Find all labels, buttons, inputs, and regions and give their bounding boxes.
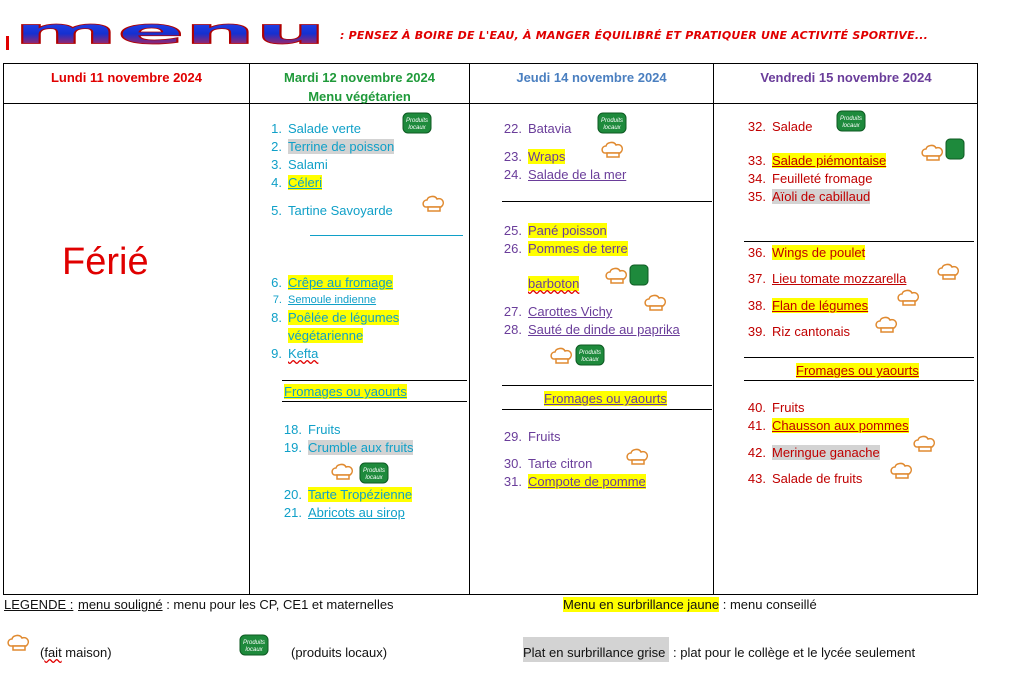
menu-item: 24. Salade de la mer	[503, 167, 627, 182]
menu-item: 20. Tarte Tropézienne	[283, 487, 413, 502]
menu-item: 36. Wings de poulet	[747, 245, 866, 260]
chef-hat-icon	[643, 293, 669, 313]
legend-yellow: Menu en surbrillance jaune : menu conseillé	[563, 597, 817, 612]
chef-hat-icon	[421, 194, 447, 214]
day-title: Lundi 11 novembre 2024	[50, 70, 202, 85]
separator	[502, 409, 712, 410]
chef-hat-icon	[330, 462, 356, 482]
menu-item: 35. Aïoli de cabillaud	[747, 189, 871, 204]
menu-item: 29. Fruits	[503, 429, 561, 444]
column-thursday	[470, 64, 714, 594]
menu-item: 25. Pané poisson	[503, 223, 607, 238]
separator	[502, 385, 712, 386]
menu-item: 8. Poêlée de légumes	[271, 310, 400, 325]
menu-item: 18. Fruits	[283, 422, 341, 437]
svg-text:locaux: locaux	[408, 125, 426, 131]
chef-hat-icon	[889, 461, 915, 481]
legend-underlined: menu souligné : menu pour les CP, CE1 et maternelles	[78, 597, 394, 612]
chef-hat-icon	[936, 262, 962, 282]
menu-item: 28. Sauté de dinde au paprika	[503, 322, 680, 337]
produits-locaux-icon	[596, 110, 628, 136]
tagline: : PENSEZ À BOIRE DE L'EAU, À MANGER ÉQUILIBRÉ ET PRATIQUER UNE ACTIVITÉ SPORTIVE...	[340, 29, 928, 42]
svg-text:Produits: Produits	[405, 118, 429, 124]
separator	[744, 241, 974, 242]
separator	[282, 401, 467, 402]
day-title: Vendredi 15 novembre 2024	[760, 70, 932, 85]
chef-hat-icon	[600, 140, 626, 160]
menu-item: 21. Abricots au sirop	[283, 505, 405, 520]
separator	[502, 201, 712, 202]
menu-item: végétarienne	[288, 328, 364, 343]
menu-item: 23. Wraps	[503, 149, 566, 164]
separator	[282, 380, 467, 381]
produits-locaux-icon	[944, 136, 966, 162]
produits-locaux-icon	[358, 460, 390, 486]
menu-item: 30. Tarte citron	[503, 456, 593, 471]
chef-hat-icon	[874, 315, 900, 335]
produits-locaux-icon	[401, 110, 433, 136]
produits-locaux-icon	[628, 262, 650, 288]
menu-item: 19. Crumble aux fruits	[283, 440, 414, 455]
menu-item: 5. Tartine Savoyarde	[271, 203, 393, 218]
menu-item: 32. Salade	[747, 119, 813, 134]
menu-item: 43. Salade de fruits	[747, 471, 863, 486]
menu-item: 3. Salami	[271, 157, 328, 172]
menu-item: 40. Fruits	[747, 400, 805, 415]
day-title: Mardi 12 novembre 2024	[283, 70, 436, 85]
menu-item: 2. Terrine de poisson	[271, 139, 395, 154]
produits-locaux-icon	[238, 632, 270, 658]
chef-hat-icon	[625, 447, 651, 467]
svg-text:locaux: locaux	[581, 357, 599, 363]
svg-text:Produits: Produits	[839, 116, 863, 122]
day-header-tuesday	[250, 64, 469, 104]
menu-item-cheese: Fromages ou yaourts	[284, 384, 407, 399]
menu-item: 7. Semoule indienne	[272, 294, 377, 306]
menu-item: 39. Riz cantonais	[747, 324, 851, 339]
separator	[744, 357, 974, 358]
svg-text:locaux: locaux	[245, 647, 263, 653]
svg-text:Produits: Produits	[578, 350, 602, 356]
separator	[310, 235, 463, 236]
separator	[744, 380, 974, 381]
menu-logo	[6, 12, 331, 50]
holiday-label: Férié	[62, 241, 149, 283]
menu-item: 4. Céleri	[271, 175, 322, 190]
svg-text:Produits: Produits	[242, 640, 266, 646]
menu-item: 26. Pommes de terre	[503, 241, 628, 256]
day-header-monday	[4, 64, 249, 104]
menu-item: 38. Flan de légumes	[747, 298, 869, 313]
legend-title: LEGENDE :	[4, 597, 74, 612]
chef-hat-icon	[6, 633, 32, 653]
day-header-thursday	[470, 64, 713, 104]
legend-grey: Plat en surbrillance grise : plat pour le collège et le lycée seulement	[523, 645, 915, 660]
svg-text:locaux: locaux	[365, 475, 383, 481]
menu-item-cheese: Fromages ou yaourts	[544, 391, 667, 406]
svg-text:locaux: locaux	[842, 123, 860, 129]
menu-item: 9. Kefta	[271, 346, 319, 361]
legend-homemade: (fait maison)	[40, 645, 112, 660]
menu-item: 6. Crêpe au fromage	[271, 275, 393, 290]
chef-hat-icon	[604, 266, 630, 286]
menu-table	[3, 63, 978, 595]
svg-text:Produits: Produits	[362, 468, 386, 474]
menu-item: 27. Carottes Vichy	[503, 304, 613, 319]
chef-hat-icon	[896, 288, 922, 308]
svg-text:locaux: locaux	[603, 125, 621, 131]
menu-item: 33. Salade piémontaise	[747, 153, 887, 168]
menu-item-cheese: Fromages ou yaourts	[796, 363, 919, 378]
menu-item: 22. Batavia	[503, 121, 572, 136]
menu-item: 31. Compote de pomme	[503, 474, 646, 489]
menu-item: 34. Feuilleté fromage	[747, 171, 873, 186]
produits-locaux-icon	[835, 108, 867, 134]
column-monday	[4, 64, 250, 594]
menu-item: 41. Chausson aux pommes	[747, 418, 909, 433]
chef-hat-icon	[920, 143, 946, 163]
produits-locaux-icon	[574, 342, 606, 368]
chef-hat-icon	[912, 434, 938, 454]
day-header-friday	[714, 64, 978, 104]
menu-item: 1. Salade verte	[271, 121, 361, 136]
column-tuesday	[250, 64, 470, 594]
chef-hat-icon	[549, 346, 575, 366]
legend-local: (produits locaux)	[291, 645, 388, 660]
day-title: Jeudi 14 novembre 2024	[516, 70, 667, 85]
menu-item: 37. Lieu tomate mozzarella	[747, 271, 907, 286]
logo-text: menu	[14, 12, 326, 50]
menu-item: barboton	[528, 276, 580, 291]
day-subtitle: Menu végétarien	[308, 89, 411, 104]
menu-item: 42. Meringue ganache	[747, 445, 880, 460]
svg-text:Produits: Produits	[600, 118, 624, 124]
